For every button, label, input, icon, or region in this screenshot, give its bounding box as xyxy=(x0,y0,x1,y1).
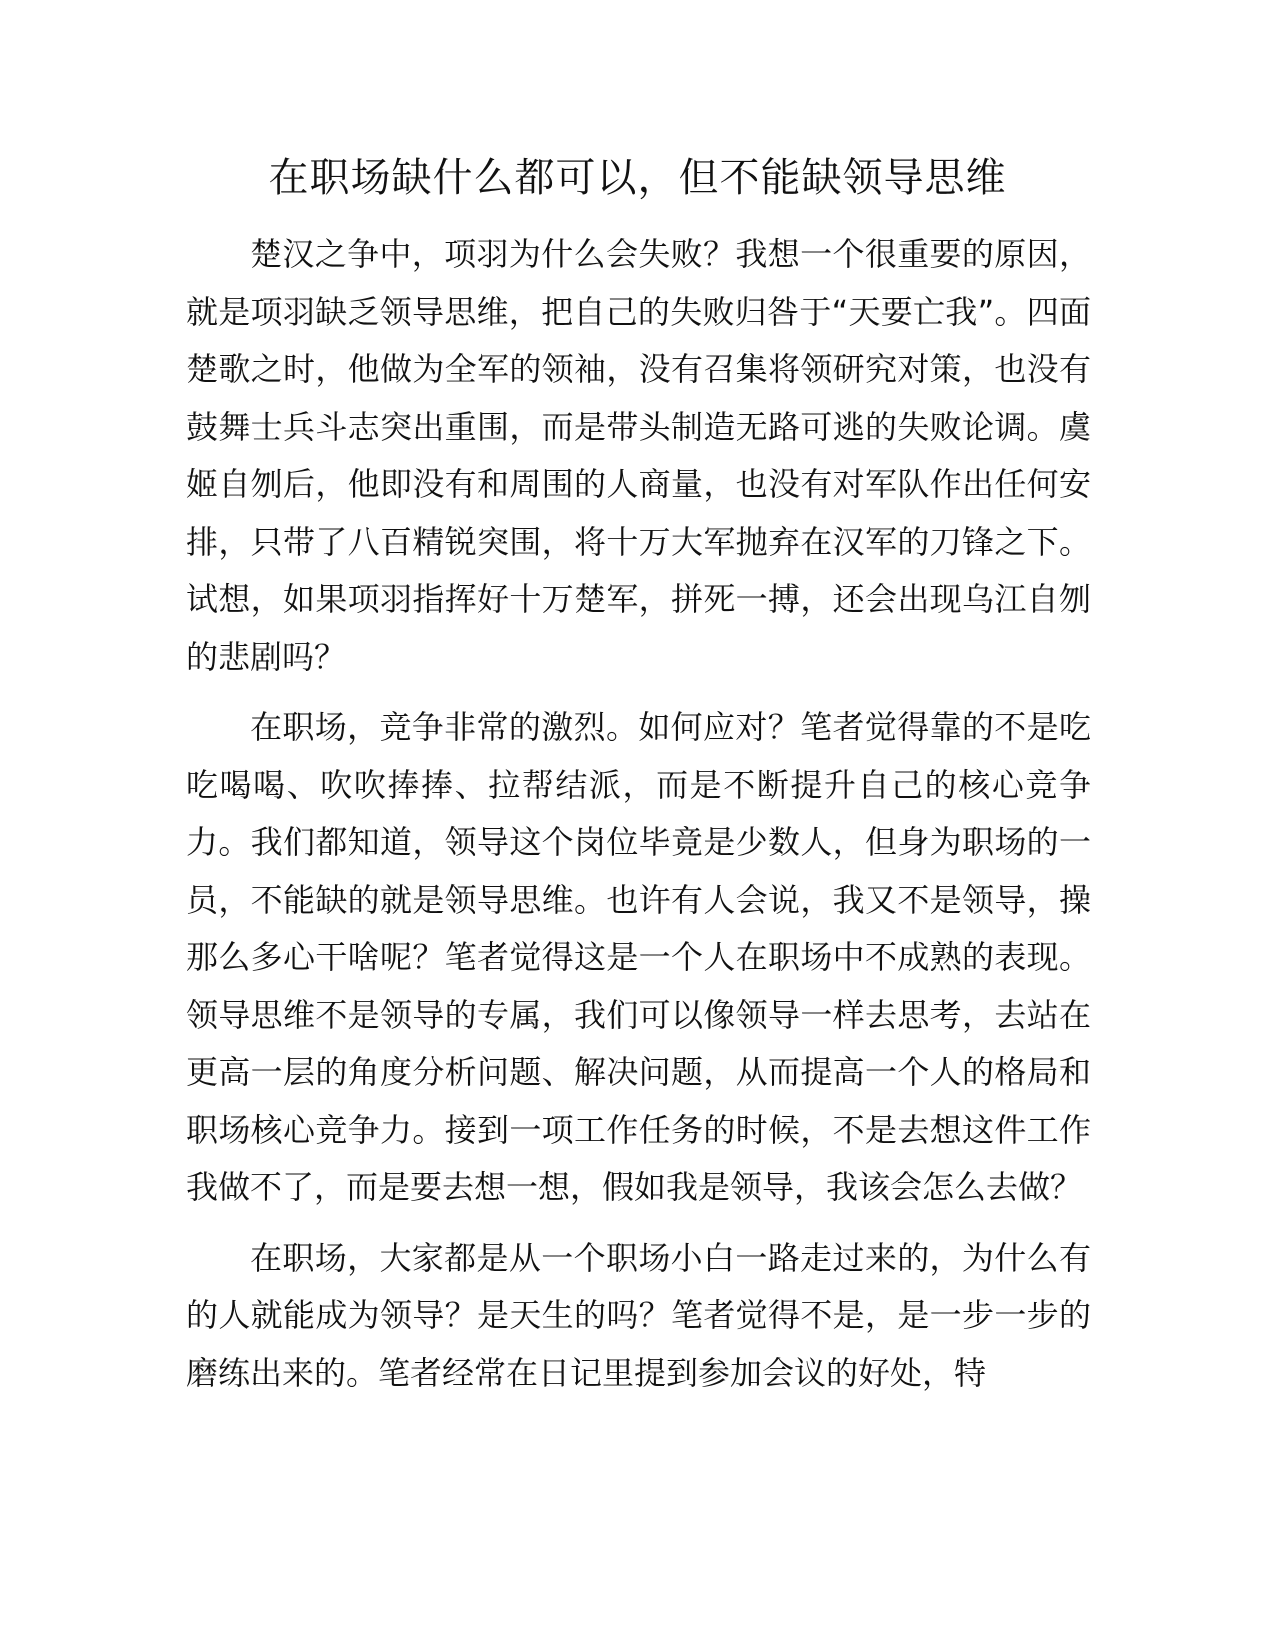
paragraph-2: 在职场，竞争非常的激烈。如何应对？笔者觉得靠的不是吃吃喝喝、吹吹捧捧、拉帮结派，而是不断提升自己的核心竞争力。我们都知道，领导这个岗位毕竟是少数人，但身为职场的一员，不能缺的就是领导思维。也许有人会说，我又不是领导，操那么多心干啥呢？笔者觉得这是一个人在职场中不成熟的表现。领导思维不是领导的专属，我们可以像领导一样去思考，去站在更高一层的角度分析问题、解决问题，从而提高一个人的格局和职场核心竞争力。接到一项工作任务的时候，不是去想这件工作我做不了，而是要去想一想，假如我是领导，我该会怎么去做？ xyxy=(186,708,1091,1206)
paragraph-3: 在职场，大家都是从一个职场小白一路走过来的，为什么有的人就能成为领导？是天生的吗？笔者觉得不是，是一步一步的磨练出来的。笔者经常在日记里提到参加会议的好处，特 xyxy=(186,1238,1091,1392)
paragraph-1: 楚汉之争中，项羽为什么会失败？我想一个很重要的原因，就是项羽缺乏领导思维，把自己的失败归咎于“天要亡我”。四面楚歌之时，他做为全军的领袖，没有召集将领研究对策，也没有鼓舞士兵斗志突出重围，而是带头制造无路可逃的失败论调。虞姬自刎后，他即没有和周围的人商量，也没有对军队作出任何安排，只带了八百精锐突围，将十万大军抛弃在汉军的刀锋之下。试想，如果项羽指挥好十万楚军，拼死一搏，还会出现乌江自刎的悲剧吗？ xyxy=(186,235,1091,676)
document-body xyxy=(186,226,1091,1415)
document-title: 在职场缺什么都可以，但不能缺领导思维 xyxy=(268,155,1007,201)
